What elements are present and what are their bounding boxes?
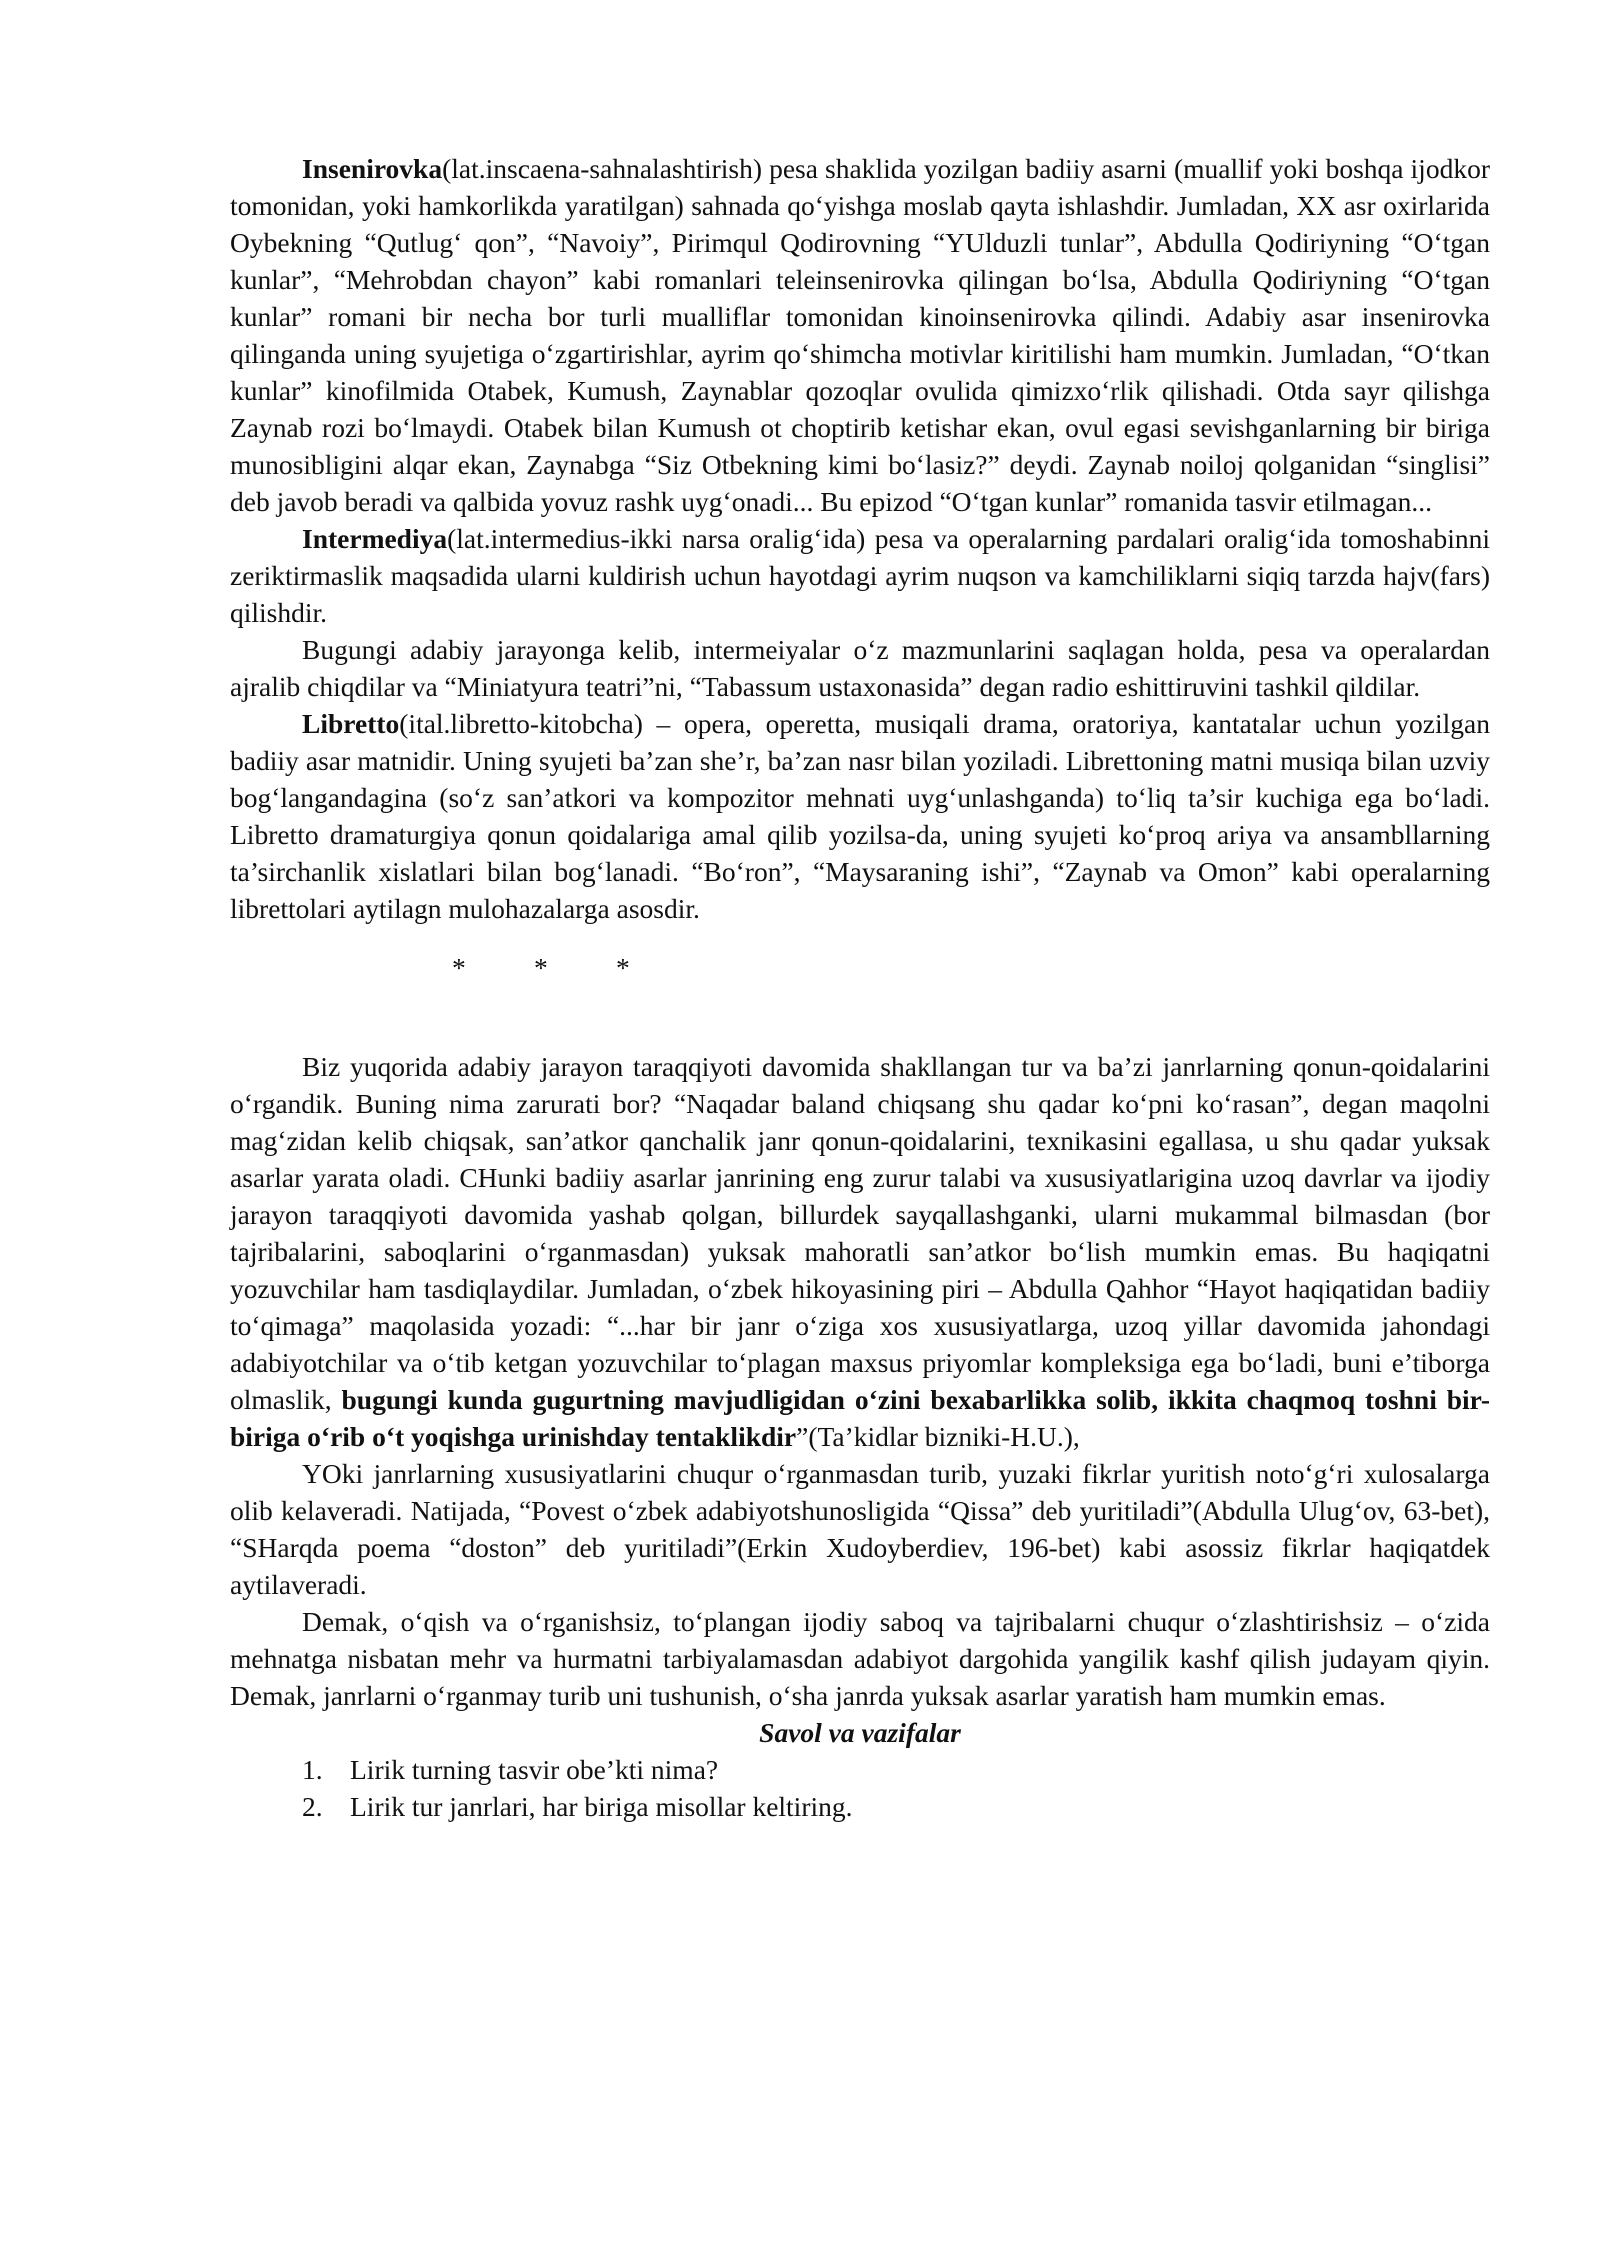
section-separator xyxy=(230,949,1490,986)
paragraph-insenirovka xyxy=(230,150,1490,520)
questions-list xyxy=(230,1751,1490,1825)
paragraph-text: Bugungi adabiy jarayonga kelib, intermeiyalar o‘z mazmunlarini saqlagan holda, pesa va operalardan ajralib chiqdilar va “Miniatyura teatri”ni, “Tabassum ustaxonasida” degan radio eshittiruvini tashkil qildilar. xyxy=(230,634,1490,702)
questions-heading: Savol va vazifalar xyxy=(759,1717,961,1748)
list-item xyxy=(230,1788,1490,1825)
paragraph-text: Biz yuqorida adabiy jarayon taraqqiyoti davomida shakllangan tur va ba’zi janrlarning qonun-qoidalarini o‘rgandik. Buning nima zarurati bor? “Naqadar baland chiqsang shu qadar ko‘pni ko‘rasan”, degan maqolni mag‘zidan kelib chiqsak, san’atkor qanchalik janr qonun-qoidalarini, texnikasini egallasa, u shu qadar yuksak asarlar yarata oladi. CHunki badiiy asarlar janrining eng zurur talabi va xususiyatlarigina uzoq davrlar va ijodiy jarayon taraqqiyoti davomida yashab qolgan, billurdek sayqallashganki, ularni mukammal bilmasdan (bor tajribalarini, saboqlarini o‘rganmasdan) yuksak mahoratli san’atkor bo‘lish mumkin emas. Bu haqiqatni yozuvchilar ham tasdiqlaydilar. Jumladan, o‘zbek hikoyasining piri – Abdulla Qahhor “Hayot haqiqatidan badiiy to‘qimaga” maqolasida yozadi: “...har bir janr o‘ziga xos xususiyatlarga, uzoq yillar davomida jahondagi adabiyotchilar va o‘tib ketgan yozuvchilar to‘plagan maxsus priyomlar kompleksiga ega bo‘ladi, buni e’tiborga olmaslik, xyxy=(230,1051,1490,1415)
paragraph-intermeiyalar xyxy=(230,631,1490,705)
list-item-number: 2. xyxy=(302,1791,323,1822)
term-libretto: Libretto xyxy=(302,708,400,739)
bold-quote: bugungi kunda gugurtning mavjudligidan o‘zini bexabarlikka solib, ikkita chaqmoq toshni bir-biriga o‘rib o‘t yoqishga urinishday tentaklikdir xyxy=(230,1384,1490,1452)
paragraph-text: (ital.libretto-kitobcha) – opera, operetta, musiqali drama, oratoriya, kantatalar uchun yozilgan badiiy asar matnidir. Uning syujeti ba’zan she’r, ba’zan nasr bilan yoziladi. Librettoning matni musiqa bilan uzviy bog‘langandagina (so‘z san’atkori va kompozitor mehnati uyg‘unlashganda) to‘liq ta’sir kuchiga ega bo‘ladi. Libretto dramaturgiya qonun qoidalariga amal qilib yozilsa-da, uning syujeti ko‘proq ariya va ansambllarning ta’sirchanlik xislatlari bilan bog‘lanadi. “Bo‘ron”, “Maysaraning ishi”, “Zaynab va Omon” kabi operalarning librettolari aytilagn mulohazalarga asosdir. xyxy=(230,708,1490,924)
document-page xyxy=(230,150,1490,1825)
separator-star: * xyxy=(452,952,466,983)
paragraph-intermediya xyxy=(230,520,1490,631)
paragraph-xulosalar xyxy=(230,1455,1490,1603)
list-item xyxy=(230,1751,1490,1788)
term-intermediya: Intermediya xyxy=(302,523,448,554)
list-item-text: Lirik turning tasvir obe’kti nima? xyxy=(350,1754,719,1785)
list-item-text: Lirik tur janrlari, har biriga misollar keltiring. xyxy=(350,1791,853,1822)
paragraph-text: YOki janrlarning xususiyatlarini chuqur o‘rganmasdan turib, yuzaki fikrlar yuritish noto‘g‘ri xulosalarga olib kelaveradi. Natijada, “Povest o‘zbek adabiyotshunosligida “Qissa” deb yuritiladi”(Abdulla Ulug‘ov, 63-bet), “SHarqda poema “doston” deb yuritiladi”(Erkin Xudoyberdiev, 196-bet) kabi asossiz fikrlar haqiqatdek aytilaveradi. xyxy=(230,1458,1490,1600)
separator-star: * xyxy=(616,952,630,983)
paragraph-tail: ”(Ta’kidlar bizniki-H.U.), xyxy=(796,1421,1080,1452)
list-item-number: 1. xyxy=(302,1754,323,1785)
paragraph-text: Demak, o‘qish va o‘rganishsiz, to‘plangan ijodiy saboq va tajribalarni chuqur o‘zlashtirishsiz – o‘zida mehnatga nisbatan mehr va hurmatni tarbiyalamasdan adabiyot dargohida yangilik kashf qilish judayam qiyin. Demak, janrlarni o‘rganmay turib uni tushunish, o‘sha janrda yuksak asarlar yaratish ham mumkin emas. xyxy=(230,1606,1490,1711)
paragraph-libretto xyxy=(230,705,1490,927)
paragraph-text: (lat.intermedius-ikki narsa oralig‘ida) pesa va operalarning pardalari oralig‘ida tomoshabinni zeriktirmaslik maqsadida ularni kuldirish uchun hayotdagi ayrim nuqson va kamchiliklarni siqiq tarzda hajv(fars) qilishdir. xyxy=(230,523,1490,628)
paragraph-janr-qoidalari xyxy=(230,1048,1490,1455)
paragraph-demak xyxy=(230,1603,1490,1714)
separator-star: * xyxy=(534,952,548,983)
paragraph-text: (lat.inscaena-sahnalashtirish) pesa shaklida yozilgan badiiy asarni (muallif yoki boshqa ijodkor tomonidan, yoki hamkorlikda yaratilgan) sahnada qo‘yishga moslab qayta ishlashdir. Jumladan, XX asr oxirlarida Oybekning “Qutlug‘ qon”, “Navoiy”, Pirimqul Qodirovning “YUlduzli tunlar”, Abdulla Qodiriyning “O‘tgan kunlar”, “Mehrobdan chayon” kabi romanlari teleinsenirovka qilingan bo‘lsa, Abdulla Qodiriyning “O‘tgan kunlar” romani bir necha bor turli mualliflar tomonidan kinoinsenirovka qilindi. Adabiy asar insenirovka qilinganda uning syujetiga o‘zgartirishlar, ayrim qo‘shimcha motivlar kiritilishi ham mumkin. Jumladan, “O‘tkan kunlar” kinofilmida Otabek, Kumush, Zaynablar qozoqlar ovulida qimizxo‘rlik qilishadi. Otda sayr qilishga Zaynab rozi bo‘lmaydi. Otabek bilan Kumush ot choptirib ketishar ekan, ovul egasi sevishganlarning bir biriga munosibligini alqar ekan, Zaynabga “Siz Otbekning kimi bo‘lasiz?” deydi. Zaynab noiloj qolganidan “singlisi” deb javob beradi va qalbida yovuz rashk uyg‘onadi... Bu epizod “O‘tgan kunlar” romanida tasvir etilmagan... xyxy=(230,153,1490,517)
term-insenirovka: Insenirovka xyxy=(302,153,443,184)
